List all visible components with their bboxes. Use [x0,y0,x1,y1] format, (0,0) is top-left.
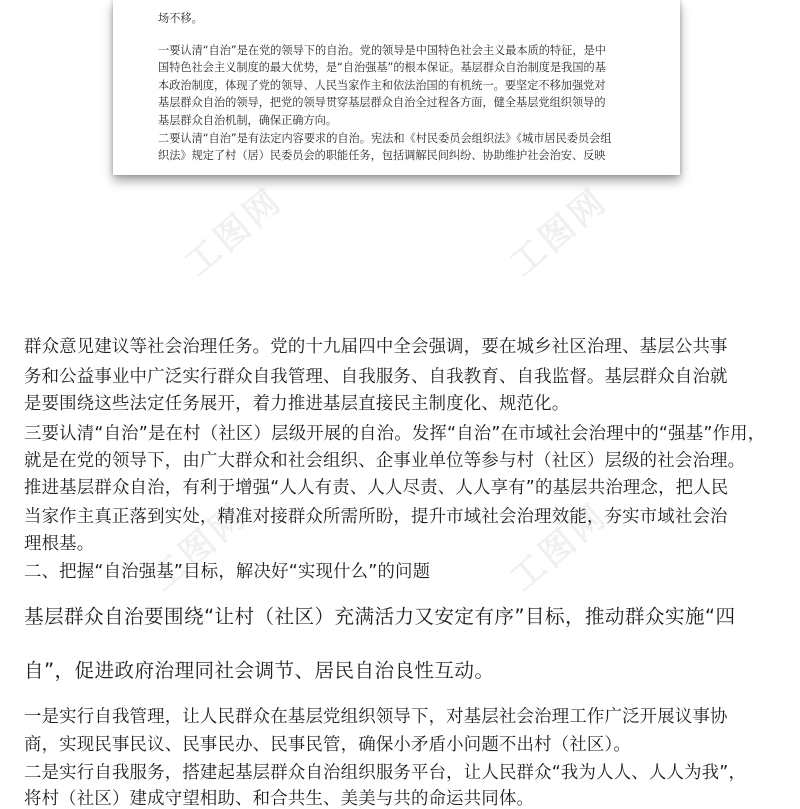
preview-line: 本政治制度，体现了党的领导、人民当家作主和依法治国的有机统一。要坚定不移加强党对 [158,78,606,92]
body-line: 三要认清“自治”是在村（社区）层级开展的自治。发挥“自治”在市域社会治理中的“强基”作用， [24,424,766,444]
preview-line: 织法》规定了村（居）民委员会的职能任务，包括调解民间纠纷、协助维护社会治安、反映 [158,149,606,163]
body-line: 是要围绕这些法定任务展开，着力推进基层直接民主制度化、规范化。 [24,394,570,414]
body-line: 就是在党的领导下，由广大群众和社会组织、企事业单位等参与村（社区）层级的社会治理。 [24,451,746,471]
preview-line: 国特色社会主义制度的最大优势，是“自治强基”的根本保证。基层群众自治制度是我国的基 [158,61,606,75]
body-large-line: 基层群众自治要围绕“让村（社区）充满活力又安定有序”目标，推动群众实施“四 [24,605,736,628]
watermark: 工图网 [142,495,256,600]
preview-line: 基层群众自治机制，确保正确方向。 [158,113,338,127]
preview-line: 一要认清“自治”是在党的领导下的自治。党的领导是中国特色社会主义最本质的特征，是中 [158,43,606,57]
watermark: 工图网 [177,180,291,285]
preview-line: 基层群众自治的领导，把党的领导贯穿基层群众自治全过程各方面，健全基层党组织领导的 [158,96,606,110]
preview-line: 二要认清“自治”是有法定内容要求的自治。宪法和《村民委员会组织法》《城市居民委员会组 [158,131,612,145]
document-preview-card [113,0,680,175]
body-line: 二是实行自我服务，搭建起基层群众自治组织服务平台，让人民群众“我为人人、人人为我”， [24,763,747,783]
body-line: 群众意见建议等社会治理任务。党的十九届四中全会强调，要在城乡社区治理、基层公共事 [24,337,728,357]
preview-line: 场不移。 [158,12,203,25]
body-line: 务和公益事业中广泛实行群众自我管理、自我服务、自我教育、自我监督。基层群众自治就 [24,367,728,387]
body-line: 当家作主真正落到实处，精准对接群众所需所盼，提升市域社会治理效能，夯实市域社会治 [24,507,728,527]
watermark: 工图网 [502,180,616,285]
body-line: 推进基层群众自治，有利于增强“人人有责、人人尽责、人人享有”的基层共治理念，把人民 [24,478,729,498]
watermark: 工图网 [502,495,616,600]
document-preview-text [158,10,638,165]
preview-gap [158,28,638,42]
body-large-line: 自”，促进政府治理同社会调节、居民自治良性互动。 [24,659,495,682]
section-heading: 二、把握“自治强基”目标，解决好“实现什么”的问题 [24,562,431,582]
body-line: 商，实现民事民议、民事民办、民事民管，确保小矛盾小问题不出村（社区）。 [24,735,631,755]
body-line: 理根基。 [24,534,95,554]
body-line: 一是实行自我管理，让人民群众在基层党组织领导下，对基层社会治理工作广泛开展议事协 [24,707,728,727]
body-line: 将村（社区）建成守望相助、和合共生、美美与共的命运共同体。 [24,789,535,809]
